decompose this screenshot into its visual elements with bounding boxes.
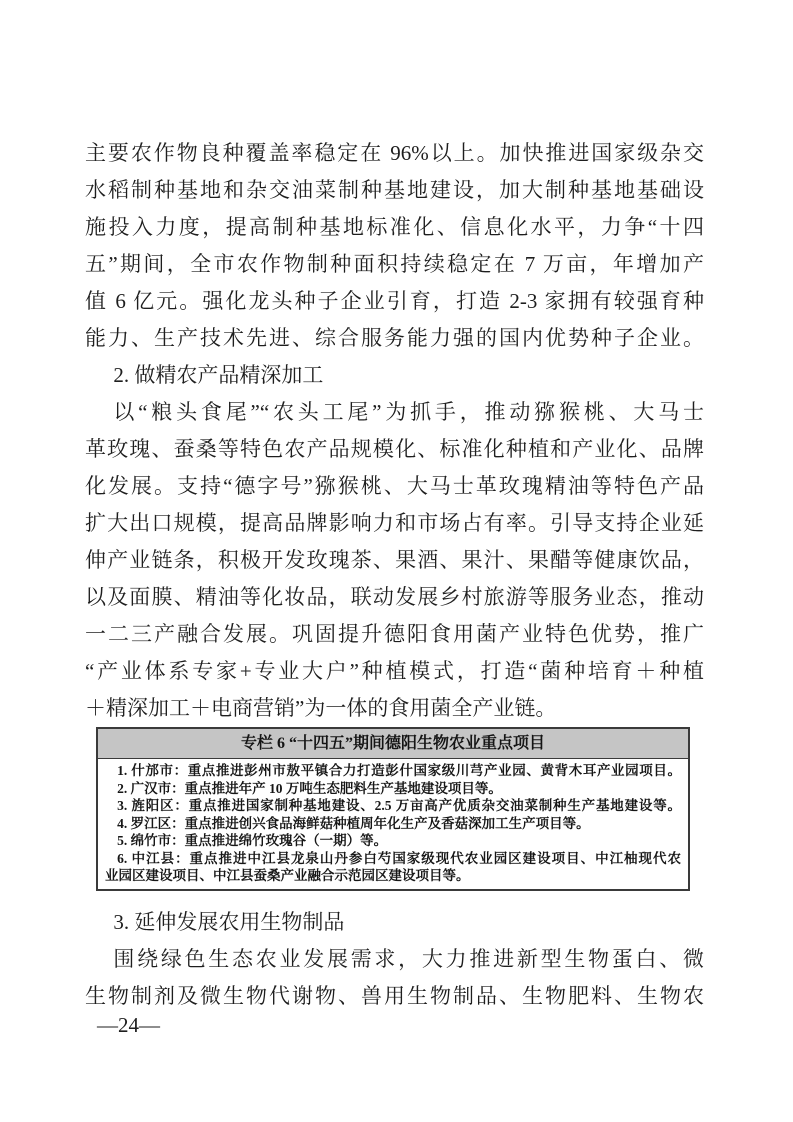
text-line: 一二三产融合发展。巩固提升德阳食用菌产业特色优势，推广 [85,622,704,646]
text-line: 革玫瑰、蚕桑等特色农产品规模化、标准化种植和产业化、品牌 [85,437,704,461]
text-line: 伸产业链条，积极开发玫瑰茶、果酒、果汁、果醋等健康饮品， [85,548,704,572]
text-line: 值 6 亿元。强化龙头种子企业引育，打造 2-3 家拥有较强育种 [85,289,704,313]
text-line: 以及面膜、精油等化妆品，联动发展乡村旅游等服务业态，推动 [85,585,704,609]
text-line: ＋精深加工＋电商营销”为一体的食用菌全产业链。 [85,696,557,720]
text-line: 扩大出口规模，提高品牌影响力和市场占有率。引导支持企业延 [85,511,704,535]
text-line: 施投入力度，提高制种基地标准化、信息化水平，力争“十四 [85,215,704,239]
project-box [96,727,690,891]
text-line: 3. 旌阳区：重点推进国家制种基地建设、2.5 万亩高产优质杂交油菜制种生产基地建设等。 [117,798,681,813]
document-body [85,135,704,1015]
section-heading-2: 2. 做精农产品精深加工 [113,363,324,387]
text-line: 化发展。支持“德字号”猕猴桃、大马士革玫瑰精油等特色产品 [85,474,704,498]
text-line: “产业体系专家+专业大户”种植模式，打造“菌种培育＋种植 [85,659,704,683]
text-line: 能力、生产技术先进、综合服务能力强的国内优势种子企业。 [85,326,704,350]
text-line: 生物制剂及微生物代谢物、兽用生物制品、生物肥料、生物农 [85,983,704,1008]
page-number: —24— [97,1013,160,1037]
text-line: 水稻制种基地和杂交油菜制种基地建设，加大制种基地基础设 [85,178,704,202]
text-line: 围绕绿色生态农业发展需求，大力推进新型生物蛋白、微 [113,946,704,971]
section-heading-3: 3. 延伸发展农用生物制品 [113,909,345,934]
text-line: 以“粮头食尾”“农头工尾”为抓手，推动猕猴桃、大马士 [113,400,704,424]
text-line: 5. 绵竹市：重点推进绵竹玫瑰谷（一期）等。 [117,833,388,848]
text-line: 2. 广汉市：重点推进年产 10 万吨生态肥料生产基地建设项目等。 [117,780,502,796]
text-line: 五”期间，全市农作物制种面积持续稳定在 7 万亩，年增加产 [85,252,704,276]
project-box-title: 专栏 6 “十四五”期间德阳生物农业重点项目 [98,729,688,759]
paragraph-bio-products [85,941,704,1015]
text-line: 6. 中江县：重点推进中江县龙泉山丹参白芍国家级现代农业园区建设项目、中江柚现代农 [117,850,681,866]
text-line: 1. 什邡市：重点推进彭州市敖平镇合力打造彭什国家级川芎产业园、黄背木耳产业园项目。 [117,763,681,778]
paragraph-seed-breeding [85,135,704,357]
text-line: 主要农作物良种覆盖率稳定在 96%以上。加快推进国家级杂交 [85,141,704,165]
text-line: 业园区建设项目、中江县蚕桑产业融合示范园区建设项目等。 [105,868,470,883]
project-box-items [98,759,688,889]
paragraph-deep-processing [85,394,704,727]
text-line: 4. 罗江区：重点推进创兴食品海鲜菇种植周年化生产及香菇深加工生产项目等。 [117,815,590,831]
